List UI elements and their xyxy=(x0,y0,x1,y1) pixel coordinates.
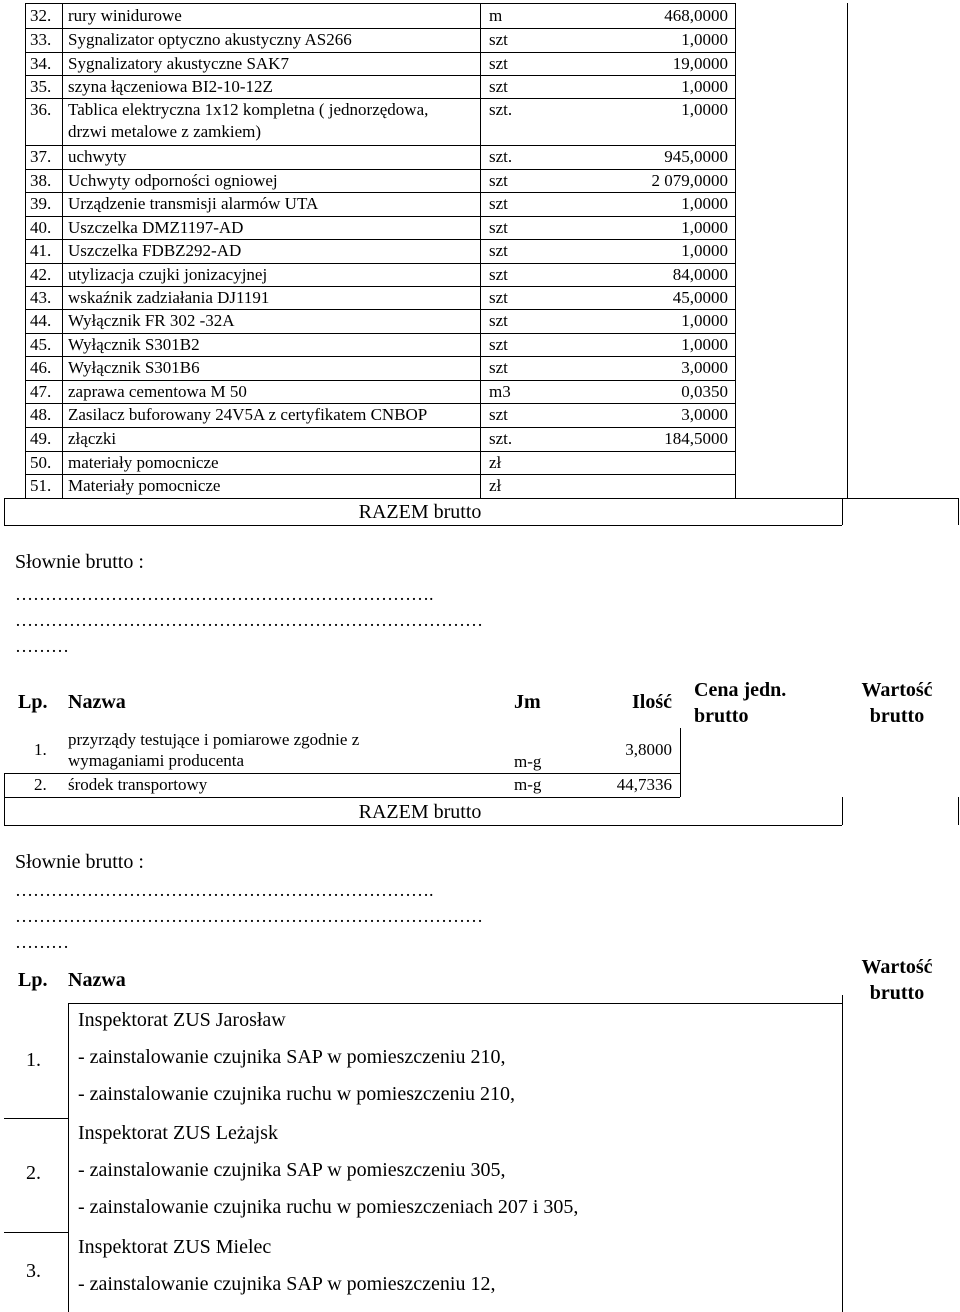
row-number: 42. xyxy=(30,265,52,284)
item-name: materiały pomocnicze xyxy=(68,453,219,472)
table-border xyxy=(25,263,735,264)
row-number: 43. xyxy=(30,288,52,307)
item-name: szyna łączeniowa BI2-10-12Z xyxy=(68,77,273,96)
work-item: - zainstalowanie czujnika SAP w pomieszczeniu 12, xyxy=(78,1273,496,1295)
unit: m-g xyxy=(514,775,542,794)
quantity: 1,0000 xyxy=(681,194,728,213)
header-qty: Ilość xyxy=(632,691,672,713)
table-border xyxy=(25,451,735,452)
row-number: 41. xyxy=(30,241,52,260)
unit: szt xyxy=(489,171,508,190)
quantity: 1,0000 xyxy=(681,218,728,237)
item-name: Zasilacz buforowany 24V5A z certyfikatem CNBOP xyxy=(68,405,428,424)
table-border xyxy=(847,3,848,498)
quantity: 3,0000 xyxy=(681,405,728,424)
item-name: wskaźnik zadziałania DJ1191 xyxy=(68,288,270,307)
quantity: 45,0000 xyxy=(672,288,728,307)
work-item: - zainstalowanie czujnika SAP w pomieszczeniu 305, xyxy=(78,1159,506,1181)
header-value-2: brutto xyxy=(869,705,925,727)
quantity: 1,0000 xyxy=(681,335,728,354)
unit: szt xyxy=(489,54,508,73)
row-number: 48. xyxy=(30,405,52,424)
total-label: RAZEM brutto xyxy=(358,801,482,823)
header-lp: Lp. xyxy=(18,969,48,991)
table-border xyxy=(25,169,735,170)
table-border xyxy=(25,145,735,146)
unit: zł xyxy=(489,453,502,472)
table-border xyxy=(62,3,63,498)
table-border xyxy=(68,1003,842,1004)
unit: m-g xyxy=(514,752,542,771)
row-number: 46. xyxy=(30,358,52,377)
header-name: Nazwa xyxy=(68,969,126,991)
table-border xyxy=(25,3,26,498)
unit: zł xyxy=(489,476,502,495)
item-name: Materiały pomocnicze xyxy=(68,476,221,495)
item-name: Wyłącznik FR 302 -32A xyxy=(68,311,235,330)
table-border xyxy=(25,427,735,428)
row-number: 49. xyxy=(30,429,52,448)
unit: szt. xyxy=(489,429,513,448)
inspectorate-name: Inspektorat ZUS Mielec xyxy=(78,1236,272,1258)
item-name: uchwyty xyxy=(68,147,127,166)
item-name: zaprawa cementowa M 50 xyxy=(68,382,247,401)
table-border xyxy=(25,356,735,357)
item-name: Urządzenie transmisji alarmów UTA xyxy=(68,194,319,213)
table-border xyxy=(4,773,5,825)
quantity: 2 079,0000 xyxy=(651,171,728,190)
table-border xyxy=(25,28,735,29)
table-border xyxy=(25,3,735,4)
fill-line: ……… xyxy=(15,636,69,656)
quantity: 3,0000 xyxy=(681,358,728,377)
table-border xyxy=(4,498,958,499)
quantity: 468,0000 xyxy=(664,6,728,25)
item-name: Wyłącznik S301B6 xyxy=(68,358,200,377)
item-name: przyrządy testujące i pomiarowe zgodnie z xyxy=(68,730,360,749)
table-border xyxy=(25,192,735,193)
row-number: 40. xyxy=(30,218,52,237)
total-label: RAZEM brutto xyxy=(358,501,482,523)
quantity: 1,0000 xyxy=(681,100,728,119)
table-border xyxy=(25,52,735,53)
quantity: 84,0000 xyxy=(672,265,728,284)
unit: szt xyxy=(489,311,508,330)
row-number: 2. xyxy=(26,1162,41,1184)
table-border xyxy=(4,1232,68,1233)
item-name: Sygnalizator optyczno akustyczny AS266 xyxy=(68,30,352,49)
unit: szt xyxy=(489,358,508,377)
fill-line: ……… xyxy=(15,932,69,952)
row-number: 34. xyxy=(30,54,52,73)
table-border xyxy=(4,525,842,526)
table-border xyxy=(25,380,735,381)
unit: szt xyxy=(489,30,508,49)
row-number: 32. xyxy=(30,6,52,25)
header-value: Wartość xyxy=(861,679,933,701)
unit: szt xyxy=(489,288,508,307)
row-number: 45. xyxy=(30,335,52,354)
fill-line: ……………………………………………………………. xyxy=(15,584,434,604)
table-border xyxy=(4,773,680,774)
quantity: 44,7336 xyxy=(616,775,672,794)
unit: szt xyxy=(489,265,508,284)
quantity: 19,0000 xyxy=(672,54,728,73)
header-price: Cena jedn. xyxy=(694,679,787,701)
item-name: rury winidurowe xyxy=(68,6,182,25)
quantity: 3,8000 xyxy=(625,740,672,759)
table-border xyxy=(25,309,735,310)
header-jm: Jm xyxy=(514,691,541,713)
item-name: Sygnalizatory akustyczne SAK7 xyxy=(68,54,289,73)
quantity: 1,0000 xyxy=(681,311,728,330)
row-number: 39. xyxy=(30,194,52,213)
item-name: utylizacja czujki jonizacyjnej xyxy=(68,265,268,284)
item-name: złączki xyxy=(68,429,117,448)
row-number: 44. xyxy=(30,311,52,330)
unit: m3 xyxy=(489,382,511,401)
row-number: 36. xyxy=(30,100,52,119)
table-border xyxy=(4,1118,68,1119)
row-number: 50. xyxy=(30,453,52,472)
row-number: 47. xyxy=(30,382,52,401)
item-name: Wyłącznik S301B2 xyxy=(68,335,200,354)
header-name: Nazwa xyxy=(68,691,126,713)
work-item: - zainstalowanie czujnika SAP w pomieszczeniu 210, xyxy=(78,1046,506,1068)
amount-in-words-label: Słownie brutto : xyxy=(15,851,144,873)
table-border xyxy=(25,333,735,334)
quantity: 0,0350 xyxy=(681,382,728,401)
item-name-cont: wymaganiami producenta xyxy=(68,751,245,770)
fill-line: …………………………………………………………………… xyxy=(15,906,483,926)
table-border xyxy=(480,3,481,498)
unit: szt. xyxy=(489,147,513,166)
quantity: 1,0000 xyxy=(681,77,728,96)
table-border xyxy=(4,498,5,525)
table-border xyxy=(25,75,735,76)
item-name: Uszczelka DMZ1197-AD xyxy=(68,218,244,237)
work-item: - zainstalowanie czujnika ruchu w pomieszczeniach 207 i 305, xyxy=(78,1196,579,1218)
row-number: 3. xyxy=(26,1260,41,1282)
table-border xyxy=(68,1003,69,1312)
row-number: 37. xyxy=(30,147,52,166)
fill-line: …………………………………………………………………… xyxy=(15,610,483,630)
table-border xyxy=(25,216,735,217)
table-border xyxy=(842,797,843,825)
unit: szt xyxy=(489,405,508,424)
table-border xyxy=(25,239,735,240)
row-number: 51. xyxy=(30,476,52,495)
table-border xyxy=(842,995,843,1312)
row-number: 2. xyxy=(34,775,47,794)
row-number: 1. xyxy=(34,740,47,759)
header-lp: Lp. xyxy=(18,691,48,713)
header-value: Wartość xyxy=(861,956,933,978)
table-border xyxy=(25,98,735,99)
inspectorate-name: Inspektorat ZUS Jarosław xyxy=(78,1009,286,1031)
amount-in-words-label: Słownie brutto : xyxy=(15,551,144,573)
unit: m xyxy=(489,6,503,25)
quantity: 945,0000 xyxy=(664,147,728,166)
table-border xyxy=(25,403,735,404)
header-price-2: brutto xyxy=(694,705,749,727)
table-border xyxy=(25,286,735,287)
item-name: Uszczelka FDBZ292-AD xyxy=(68,241,242,260)
unit: szt xyxy=(489,218,508,237)
unit: szt xyxy=(489,77,508,96)
table-border xyxy=(842,498,843,525)
quantity: 1,0000 xyxy=(681,30,728,49)
table-border xyxy=(958,797,959,825)
header-value-2: brutto xyxy=(869,982,925,1004)
fill-line: ……………………………………………………………. xyxy=(15,880,434,900)
item-name: środek transportowy xyxy=(68,775,208,794)
quantity: 1,0000 xyxy=(681,241,728,260)
table-border xyxy=(680,728,681,797)
inspectorate-name: Inspektorat ZUS Leżajsk xyxy=(78,1122,278,1144)
quantity: 184,5000 xyxy=(664,429,728,448)
unit: szt xyxy=(489,335,508,354)
table-border xyxy=(4,825,842,826)
row-number: 1. xyxy=(26,1049,41,1071)
item-name: Uchwyty odporności ogniowej xyxy=(68,171,278,190)
work-item: - zainstalowanie czujnika ruchu w pomieszczeniu 210, xyxy=(78,1083,516,1105)
row-number: 33. xyxy=(30,30,52,49)
table-border xyxy=(958,498,959,525)
item-name-cont: drzwi metalowe z zamkiem) xyxy=(68,122,262,141)
unit: szt. xyxy=(489,100,513,119)
table-border xyxy=(735,3,736,498)
unit: szt xyxy=(489,241,508,260)
unit: szt xyxy=(489,194,508,213)
item-name: Tablica elektryczna 1x12 kompletna ( jednorzędowa, xyxy=(68,100,429,119)
table-border xyxy=(4,797,680,798)
row-number: 38. xyxy=(30,171,52,190)
table-border xyxy=(25,474,735,475)
row-number: 35. xyxy=(30,77,52,96)
